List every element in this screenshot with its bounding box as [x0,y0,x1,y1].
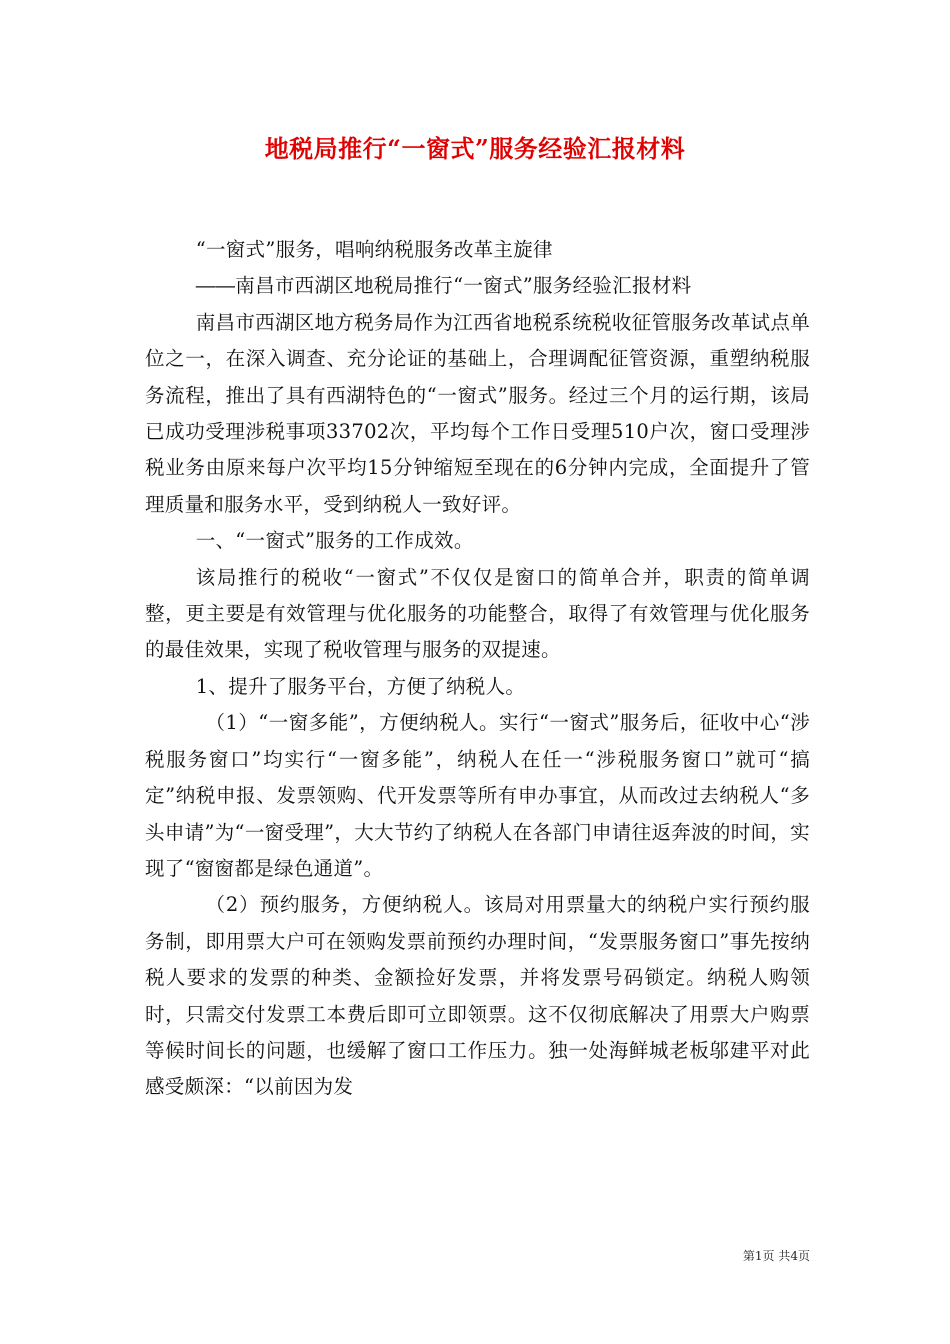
paragraph-heading-1: 一、“一窗式”服务的工作成效。 [195,529,474,553]
paragraph-intro: 南昌市西湖区地方税务局作为江西省地税系统税收征管服务改革试点单位之一，在深入调查、充分论证的基础上，合理调配征管资源，重塑纳税服务流程，推出了具有西湖特色的“一窗式”服务。经过三个月的运行期，该局已成功受理涉税事项33702次，平均每个工作日受理510户次，窗口受理涉税业务由原来每户次平均15分钟缩短至现在的6分钟内完成，全面提升了管理质量和服务水平，受到纳税人一致好评。 [145,310,810,516]
document-title: 地税局推行“一窗式”服务经验汇报材料 [264,134,686,163]
page-number-footer: 第1页 共4页 [742,1249,810,1263]
paragraph-source: ――南昌市西湖区地税局推行“一窗式”服务经验汇报材料 [195,274,692,298]
paragraph-heading-1-1: 1、提升了服务平台，方便了纳税人。 [195,674,526,698]
paragraph-item-1: （1）“一窗多能”，方便纳税人。实行“一窗式”服务后，征收中心“涉税服务窗口”均实行“一窗多能”，纳税人在任一“涉税服务窗口”就可“搞定”纳税申报、发票领购、代开发票等所有申办事宜，从而改过去纳税人“多头申请”为“一窗受理”，大大节约了纳税人在各部门申请往返奔波的时间，实现了“窗窗都是绿色通道”。 [145,711,810,880]
paragraph-item-2: （2）预约服务，方便纳税人。该局对用票量大的纳税户实行预约服务制，即用票大户可在领购发票前预约办理时间，“发票服务窗口”事先按纳税人要求的发票的种类、金额捡好发票，并将发票号码锁定。纳税人购领时，只需交付发票工本费后即可立即领票。这不仅彻底解决了用票大户购票等候时间长的问题，也缓解了窗口工作压力。独一处海鲜城老板邬建平对此感受颇深：“以前因为发 [145,893,810,1099]
document-body [145,232,810,1106]
paragraph-summary: 该局推行的税收“一窗式”不仅仅是窗口的简单合并，职责的简单调整，更主要是有效管理与优化服务的功能整合，取得了有效管理与优化服务的最佳效果，实现了税收管理与服务的双提速。 [145,565,810,662]
paragraph-subtitle: “一窗式”服务，唱响纳税服务改革主旋律 [195,238,553,261]
